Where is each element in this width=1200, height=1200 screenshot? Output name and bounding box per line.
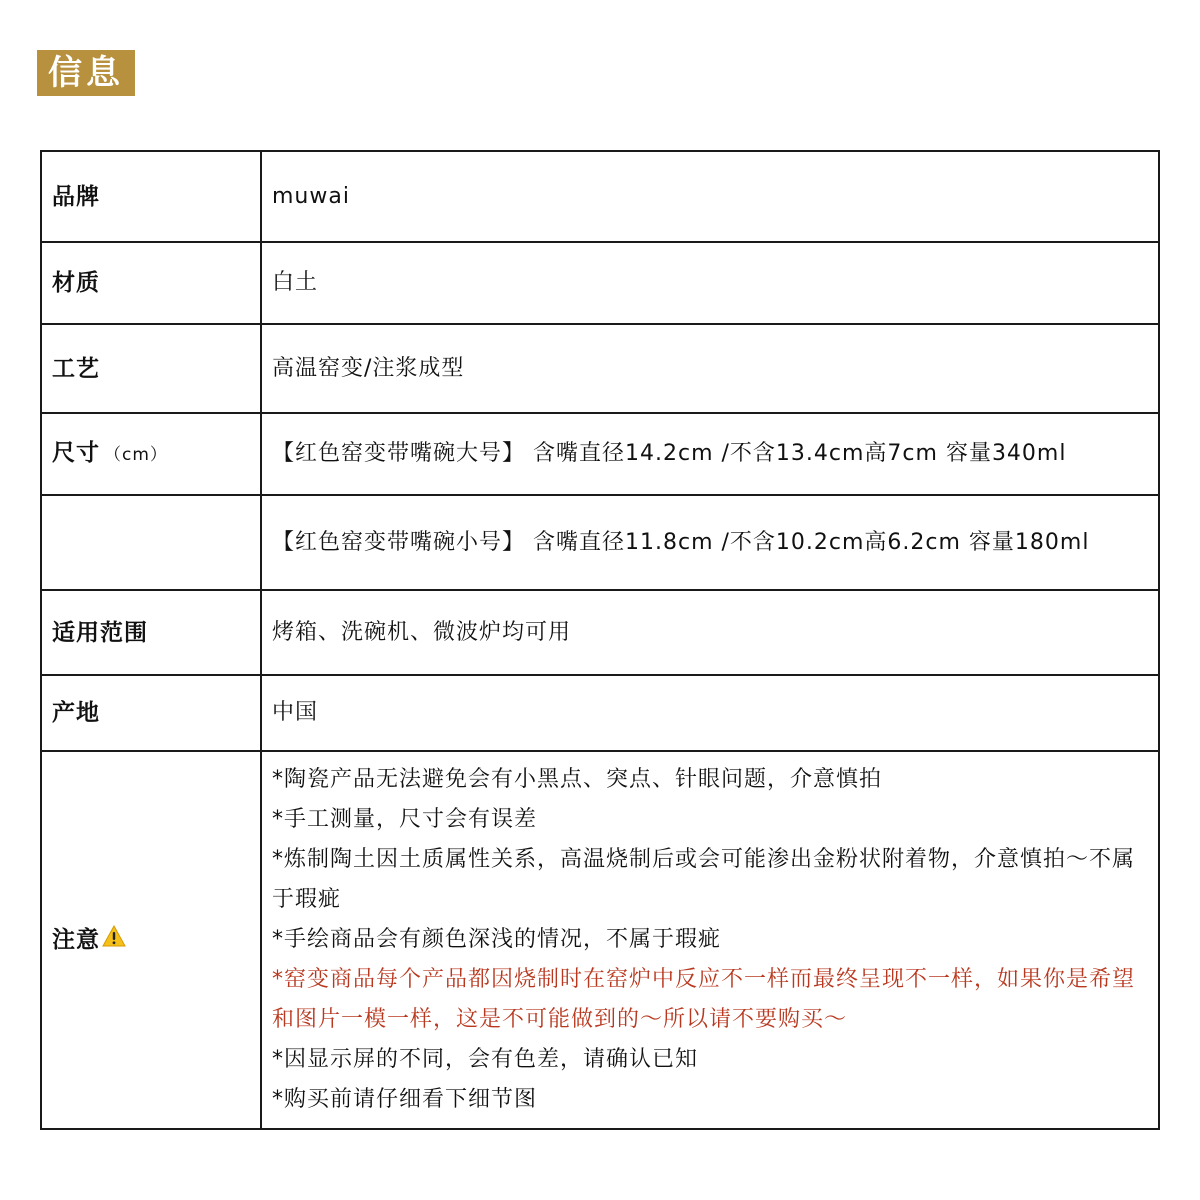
section-title-badge: 信息 (37, 50, 135, 96)
material-label: 材质 (41, 242, 261, 324)
brand-label: 品牌 (41, 151, 261, 242)
brand-value: muwai (261, 151, 1159, 242)
table-row-usage (41, 590, 1159, 675)
craft-label: 工艺 (41, 324, 261, 413)
note-item: *手工测量，尺寸会有误差 (272, 807, 538, 832)
note-item: *因显示屏的不同，会有色差，请确认已知 (272, 1047, 699, 1072)
size-label: 尺寸 (52, 440, 100, 466)
table-row-size-small (41, 495, 1159, 590)
table-row-notes (41, 751, 1159, 1129)
note-item: *购买前请仔细看下细节图 (272, 1087, 538, 1112)
notes-label: 注意 (52, 926, 100, 953)
usage-label: 适用范围 (41, 590, 261, 675)
usage-value: 烤箱、洗碗机、微波炉均可用 (261, 590, 1159, 675)
note-item: *陶瓷产品无法避免会有小黑点、突点、针眼问题，介意慎拍 (272, 767, 883, 792)
origin-label: 产地 (41, 675, 261, 751)
warning-icon (102, 920, 126, 960)
table-row-size-large (41, 413, 1159, 495)
notes-label-cell (41, 751, 261, 1129)
craft-value: 高温窑变/注浆成型 (261, 324, 1159, 413)
note-item: *炼制陶土因土质属性关系，高温烧制后或会可能渗出金粉状附着物，介意慎拍～不属于瑕疵 (272, 847, 1136, 912)
note-item-warning: *窑变商品每个产品都因烧制时在窑炉中反应不一样而最终呈现不一样，如果你是希望和图片一模一样，这是不可能做到的～所以请不要购买～ (272, 967, 1136, 1032)
size-large-value: 【红色窑变带嘴碗大号】 含嘴直径14.2cm /不含13.4cm高7cm 容量340ml (261, 413, 1159, 495)
size-label-cell (41, 413, 261, 495)
size-small-value: 【红色窑变带嘴碗小号】 含嘴直径11.8cm /不含10.2cm高6.2cm 容量180ml (261, 495, 1159, 590)
size-unit: （cm） (104, 445, 168, 465)
table-row-brand (41, 151, 1159, 242)
notes-value (261, 751, 1159, 1129)
material-value: 白土 (261, 242, 1159, 324)
size-label-empty (41, 495, 261, 590)
table-row-origin (41, 675, 1159, 751)
note-item: *手绘商品会有颜色深浅的情况，不属于瑕疵 (272, 927, 722, 952)
origin-value: 中国 (261, 675, 1159, 751)
table-row-material (41, 242, 1159, 324)
table-row-craft (41, 324, 1159, 413)
product-spec-table (40, 150, 1160, 1130)
